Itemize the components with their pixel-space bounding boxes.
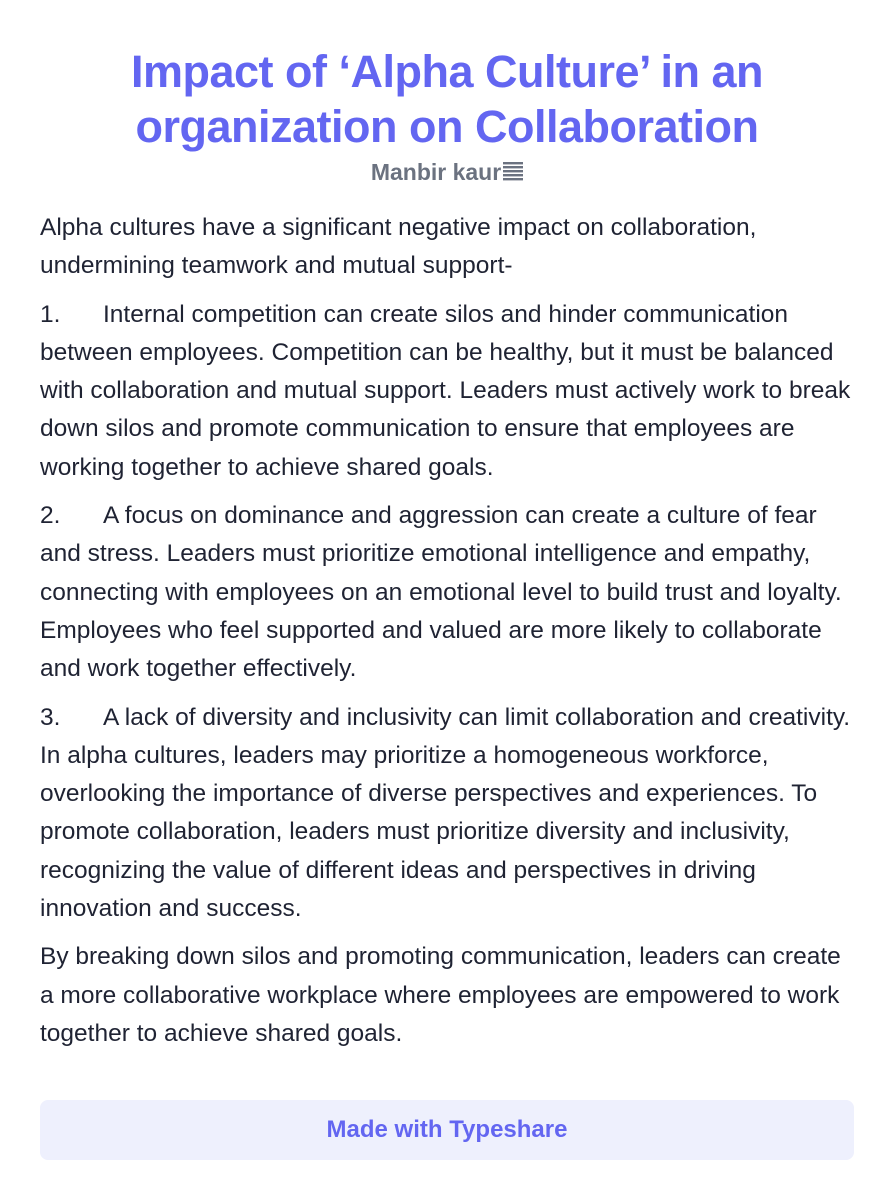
list-item [40,497,854,688]
list-item [40,699,854,929]
list-item-number: 1. [40,300,61,328]
article-body [40,209,854,1053]
list-item-text: A focus on dominance and aggression can create a culture of fear and stress. Leaders must prioritize emotional intelligence and empathy, connecting with employees on an emotional level to build trust and loyalty. Employees who feel supported and valued are more likely to collaborate and work together effectively. [40,502,842,683]
made-with-typeshare-badge[interactable] [40,1100,854,1160]
page-title [40,44,854,154]
list-item-text: Internal competition can create silos and hinder communication between employees. Competition can be healthy, but it must be balanced with collaboration and mutual support. Leaders must actively work to break down silos and promote communication to ensure that employees are working together to achieve shared goals. [40,300,851,481]
intro-paragraph: Alpha cultures have a significant negative impact on collaboration, undermining teamwork and mutual support- [40,214,757,280]
list-item [40,296,854,487]
title-line-1: Impact of ‘Alpha Culture’ in an [130,46,764,97]
list-item-text: A lack of diversity and inclusivity can limit collaboration and creativity. In alpha cultures, leaders may prioritize a homogeneous workforce, overlooking the importance of diverse perspectives and experiences. To promote collaboration, leaders must prioritize diversity and inclusivity, recognizing the value of different ideas and perspectives in driving innovation and success. [40,703,851,923]
author-name: Manbir kaur [370,159,502,185]
author-row [40,155,854,189]
footer-label: Made with Typeshare [326,1116,568,1143]
list-item-number: 3. [40,703,61,731]
list-item-number: 2. [40,502,61,530]
title-line-2: organization on Collaboration [135,101,759,152]
flag-icon [503,160,523,182]
conclusion-paragraph: By breaking down silos and promoting communication, leaders can create a more collaborative workplace where employees are empowered to work together to achieve shared goals. [40,943,841,1047]
